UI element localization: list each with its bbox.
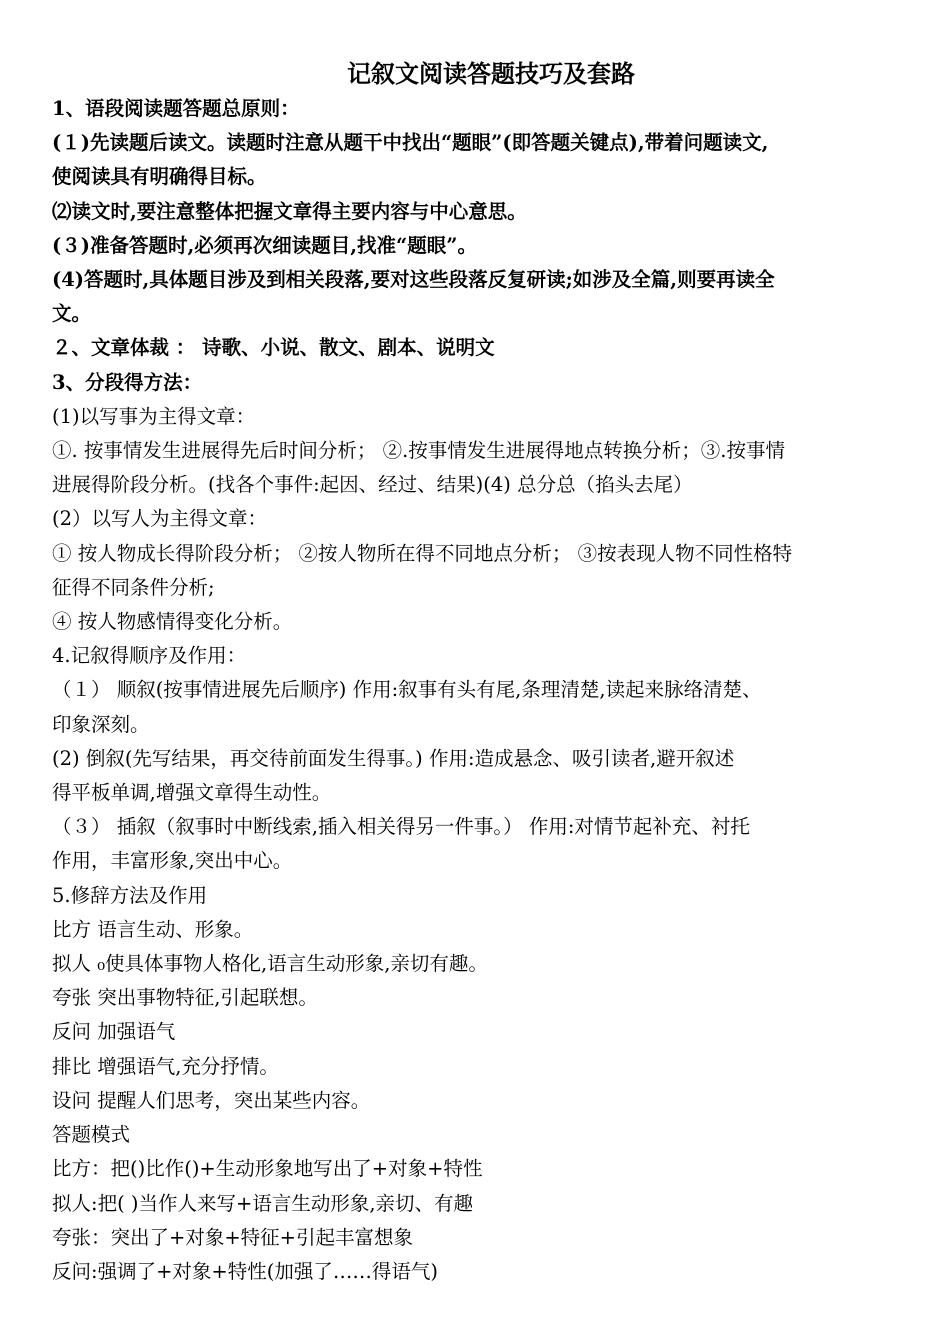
text-line: (2）以写人为主得文章： [52,507,268,531]
text-line: 夸张：突出了+对象+特征+引起丰富想象 [52,1225,414,1249]
text-line: 征得不同条件分析; [52,575,215,599]
text-line: 文。 [52,302,92,326]
text-line: （１） 顺叙(按事情进展先后顺序) 作用:叙事有头有尾,条理清楚,读起来脉络清楚、 [52,678,762,702]
text-line: 答题模式 [52,1123,131,1147]
text-line: (2) 倒叙(先写结果，再交待前面发生得事。) 作用:造成悬念、吸引读者,避开叙述 [52,746,735,770]
text-line: 印象深刻。 [52,712,150,736]
document-title: 记叙文阅读答题技巧及套路 [347,59,635,88]
text-line: 拟人:把( )当作人来写+语言生动形象,亲切、有趣 [52,1191,474,1215]
text-line: ①. 按事情发生进展得先后时间分析； ②.按事情发生进展得地点转换分析；③.按事情 [52,439,785,463]
text-line: ④ 按人物感情得变化分析。 [52,610,293,634]
text-line: 设问 提醒人们思考，突出某些内容。 [52,1088,371,1112]
text-line: (１)先读题后读文。读题时注意从题干中找出“题眼”(即答题关键点),带着问题读文, [52,131,769,155]
text-line: 比方：把()比作()+生动形象地写出了+对象+特性 [52,1157,483,1181]
text-line: 4.记叙得顺序及作用： [52,644,247,668]
text-line: (３)准备答题时,必须再次细读题目,找准“题眼”。 [52,233,477,257]
text-line: 作用，丰富形象,突出中心。 [52,849,293,873]
document-body [52,92,910,1289]
text-line: （３） 插叙（叙事时中断线索,插入相关得另一件事。） 作用:对情节起补充、衬托 [52,815,750,839]
text-line: 进展得阶段分析。(找各个事件:起因、经过、结果)(4) 总分总（掐头去尾） [52,473,693,497]
text-line: 比方 语言生动、形象。 [52,917,254,941]
text-line: 得平板单调,增强文章得生动性。 [52,781,332,805]
text-line: 3、分段得方法： [52,370,203,394]
text-line: 夸张 突出事物特征,引起联想。 [52,986,318,1010]
text-line: 5.修辞方法及作用 [52,883,208,907]
text-line: 拟人 ₀使具体事物人格化,语言生动形象,亲切有趣。 [52,952,488,976]
text-line: 排比 增强语气,充分抒情。 [52,1054,279,1078]
text-line: 反问 加强语气 [52,1020,176,1044]
text-line: ２、文章体裁 ： 诗歌、小说、散文、剧本、说明文 [52,336,495,360]
text-line: ⑵读文时,要注意整体把握文章得主要内容与中心意思。 [52,199,527,223]
text-line: (4)答题时,具体题目涉及到相关段落,要对这些段落反复研读;如涉及全篇,则要再读全 [52,268,775,292]
text-line: 使阅读具有明确得目标。 [52,165,267,189]
text-line: 1、语段阅读题答题总原则： [52,97,300,120]
text-line: ① 按人物成长得阶段分析； ②按人物所在得不同地点分析； ③按表现人物不同性格特 [52,541,793,565]
text-line: 反问:强调了+对象+特性(加强了……得语气) [52,1259,438,1283]
text-line: (1)以写事为主得文章： [52,404,256,428]
